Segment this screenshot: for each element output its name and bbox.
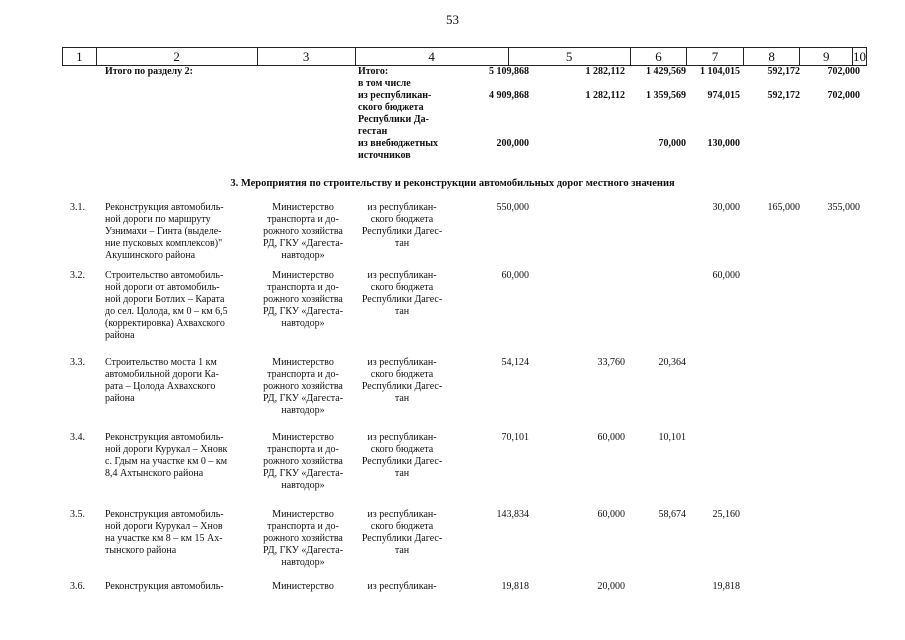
header-col-4: 4 <box>356 48 509 65</box>
table-header <box>62 47 867 66</box>
total-line-text: из внебюджетных <box>358 138 439 149</box>
row-source-line: из республикан- <box>367 432 437 443</box>
row-source-line: Республики Дагес- <box>361 456 443 467</box>
row-value: 355,000 <box>827 202 860 213</box>
row-name-line: Строительство автомобиль- <box>105 270 224 281</box>
row-value: 58,674 <box>658 509 686 520</box>
row-value: 54,124 <box>501 357 529 368</box>
row-value: 30,000 <box>712 202 740 213</box>
row-executor-line: Министерство <box>272 202 334 213</box>
header-col-10: 10 <box>853 49 866 64</box>
row-executor-line: навтодор» <box>281 250 325 261</box>
total-line-text: Республики Да- <box>358 114 429 125</box>
row-name-line: (корректировка) Ахвахского <box>105 318 225 329</box>
row-source-line: из республикан- <box>367 581 437 592</box>
total-value: 1 429,569 <box>646 66 686 77</box>
row-value: 60,000 <box>597 432 625 443</box>
row-name-line: 8,4 Ахтынского района <box>105 468 204 479</box>
row-executor-line: транспорта и до- <box>267 369 339 380</box>
row-executor-line: транспорта и до- <box>267 282 339 293</box>
row-source-line: ского бюджета <box>370 521 434 532</box>
row-executor-line: навтодор» <box>281 480 325 491</box>
header-col-2: 2 <box>97 48 258 65</box>
row-value: 60,000 <box>597 509 625 520</box>
row-executor-line: Министерство <box>272 509 334 520</box>
row-name-line: Узнимахи – Гинта (выделе- <box>105 226 222 237</box>
row-name-line: ной дороги Ботлих – Карата <box>105 294 225 305</box>
total-line-text: гестан <box>358 126 388 137</box>
row-number: 3.5. <box>70 509 85 520</box>
header-col-5: 5 <box>509 48 631 65</box>
row-name-line: на участке км 8 – км 15 Ах- <box>105 533 223 544</box>
section-title: 3. Мероприятия по строительству и реконструкции автомобильных дорог местного значения <box>230 178 675 189</box>
row-value: 20,364 <box>658 357 686 368</box>
row-executor-line: РД, ГКУ «Дагеста- <box>262 393 344 404</box>
row-executor-line: навтодор» <box>281 405 325 416</box>
row-source-line: тан <box>394 468 410 479</box>
row-name-line: Строительство моста 1 км <box>105 357 217 368</box>
row-source-line: Республики Дагес- <box>361 381 443 392</box>
total-line-text: из республикан- <box>358 90 432 101</box>
total-value: 702,000 <box>827 66 860 77</box>
row-source-line: тан <box>394 306 410 317</box>
header-col-8: 8 <box>744 48 801 65</box>
row-executor-line: навтодор» <box>281 557 325 568</box>
row-value: 60,000 <box>501 270 529 281</box>
row-executor-line: рожного хозяйства <box>263 456 343 467</box>
row-executor-line: рожного хозяйства <box>263 381 343 392</box>
total-line-text: источников <box>358 150 411 161</box>
row-executor-line: транспорта и до- <box>267 214 339 225</box>
row-name-line: Реконструкция автомобиль- <box>105 202 224 213</box>
row-value: 143,834 <box>496 509 529 520</box>
row-executor-line: рожного хозяйства <box>263 226 343 237</box>
total-label: Итого по разделу 2: <box>105 66 193 77</box>
row-source-line: ского бюджета <box>370 214 434 225</box>
total-value: 130,000 <box>707 138 740 149</box>
total-line-text: Итого: <box>358 66 389 77</box>
header-col-1: 1 <box>63 48 97 65</box>
row-executor-line: РД, ГКУ «Дагеста- <box>262 468 344 479</box>
row-source-line: тан <box>394 238 410 249</box>
row-executor-line: рожного хозяйства <box>263 533 343 544</box>
row-name-line: Акушинского района <box>105 250 196 261</box>
row-value: 165,000 <box>767 202 800 213</box>
header-col-3: 3 <box>258 48 356 65</box>
total-value: 5 109,868 <box>489 66 529 77</box>
row-value: 33,760 <box>597 357 625 368</box>
row-name-line: Реконструкция автомобиль- <box>105 432 224 443</box>
header-col-9: 9 <box>800 48 853 65</box>
total-value: 1 282,112 <box>585 90 625 101</box>
row-source-line: ского бюджета <box>370 369 434 380</box>
row-number: 3.4. <box>70 432 85 443</box>
row-source-line: ского бюджета <box>370 444 434 455</box>
row-name-line: района <box>105 393 135 404</box>
row-name-line: ние пусковых комплексов)" <box>105 238 223 249</box>
row-executor-line: РД, ГКУ «Дагеста- <box>262 306 344 317</box>
total-value: 1 104,015 <box>700 66 740 77</box>
header-col-6: 6 <box>631 48 688 65</box>
row-name-line: тынского района <box>105 545 177 556</box>
row-source-line: из республикан- <box>367 202 437 213</box>
row-number: 3.6. <box>70 581 85 592</box>
row-source-line: из республикан- <box>367 509 437 520</box>
row-value: 70,101 <box>501 432 529 443</box>
row-executor-line: транспорта и до- <box>267 444 339 455</box>
row-name-line: района <box>105 330 135 341</box>
row-value: 25,160 <box>712 509 740 520</box>
row-name-line: Реконструкция автомобиль- <box>105 509 224 520</box>
row-value: 550,000 <box>496 202 529 213</box>
row-source-line: ского бюджета <box>370 282 434 293</box>
row-executor-line: Министерство <box>272 270 334 281</box>
row-name-line: ной дороги от автомобиль- <box>105 282 220 293</box>
row-number: 3.1. <box>70 202 85 213</box>
row-executor-line: Министерство <box>272 432 334 443</box>
row-executor-line: Министерство <box>272 581 334 592</box>
row-source-line: из республикан- <box>367 357 437 368</box>
row-name-line: до сел. Цолода, км 0 – км 6,5 <box>105 306 228 317</box>
total-value: 592,172 <box>767 90 800 101</box>
row-name-line: Реконструкция автомобиль- <box>105 581 224 592</box>
row-number: 3.2. <box>70 270 85 281</box>
row-name-line: с. Гдым на участке км 0 – км <box>105 456 228 467</box>
row-value: 10,101 <box>658 432 686 443</box>
row-source-line: Республики Дагес- <box>361 294 443 305</box>
row-value: 60,000 <box>712 270 740 281</box>
row-executor-line: транспорта и до- <box>267 521 339 532</box>
total-value: 592,172 <box>767 66 800 77</box>
total-value: 1 282,112 <box>585 66 625 77</box>
row-source-line: тан <box>394 393 410 404</box>
total-value: 702,000 <box>827 90 860 101</box>
row-source-line: Республики Дагес- <box>361 533 443 544</box>
row-executor-line: рожного хозяйства <box>263 294 343 305</box>
total-value: 70,000 <box>658 138 686 149</box>
row-number: 3.3. <box>70 357 85 368</box>
total-value: 1 359,569 <box>646 90 686 101</box>
row-executor-line: навтодор» <box>281 318 325 329</box>
row-value: 19,818 <box>501 581 529 592</box>
row-name-line: рата – Цолода Ахвахского <box>105 381 216 392</box>
row-name-line: автомобильной дороги Ка- <box>105 369 219 380</box>
row-source-line: тан <box>394 545 410 556</box>
row-executor-line: РД, ГКУ «Дагеста- <box>262 545 344 556</box>
row-executor-line: Министерство <box>272 357 334 368</box>
row-executor-line: РД, ГКУ «Дагеста- <box>262 238 344 249</box>
row-value: 19,818 <box>712 581 740 592</box>
total-value: 4 909,868 <box>489 90 529 101</box>
total-line-text: в том числе <box>358 78 411 89</box>
row-value: 20,000 <box>597 581 625 592</box>
row-source-line: из республикан- <box>367 270 437 281</box>
row-source-line: Республики Дагес- <box>361 226 443 237</box>
header-col-7: 7 <box>687 48 744 65</box>
row-name-line: ной дороги Курукал – Хновк <box>105 444 228 455</box>
row-name-line: ной дороги по маршруту <box>105 214 211 225</box>
total-value: 200,000 <box>496 138 529 149</box>
row-name-line: ной дороги Курукал – Хнов <box>105 521 223 532</box>
total-value: 974,015 <box>707 90 740 101</box>
total-line-text: ского бюджета <box>358 102 424 113</box>
page-number: 53 <box>446 12 459 27</box>
